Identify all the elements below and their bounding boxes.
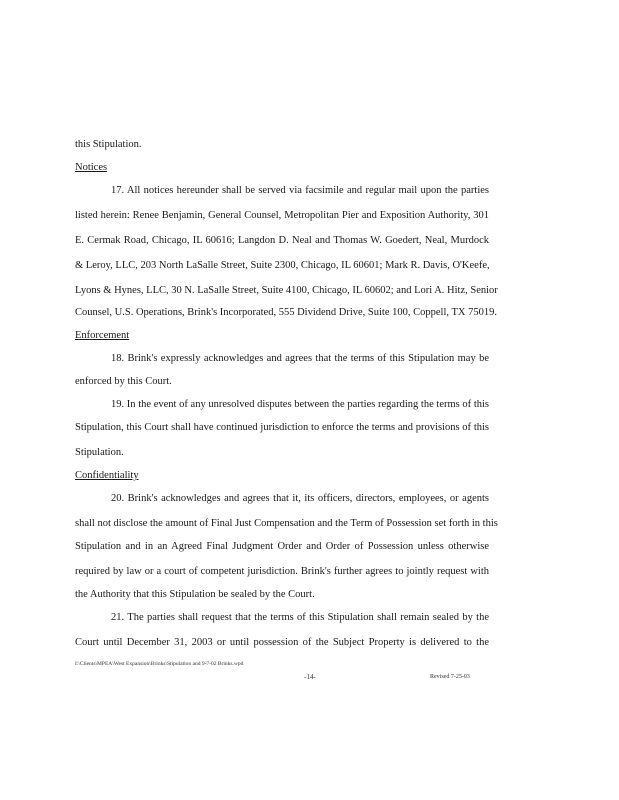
paragraph-17-line: Lyons & Hynes, LLC, 30 N. LaSalle Street, Suite 4100, Chicago, IL 60602; and Lori A. Hitz, Senior [75, 285, 498, 296]
paragraph-17-line: Counsel, U.S. Operations, Brink's Incorporated, 555 Dividend Drive, Suite 100, Coppell, TX 75019. [75, 307, 497, 318]
paragraph-20-line: the Authority that this Stipulation be sealed by the Court. [75, 589, 315, 600]
section-heading-confidentiality: Confidentiality [75, 470, 139, 481]
paragraph-20-line: Stipulation and in an Agreed Final Judgment Order and Order of Possession unless otherwise [75, 541, 489, 552]
paragraph-19-line: Stipulation. [75, 447, 124, 458]
paragraph-18-line: 18. Brink's expressly acknowledges and agrees that the terms of this Stipulation may be [111, 353, 489, 364]
paragraph-18-line: enforced by this Court. [75, 376, 172, 387]
text-line: this Stipulation. [75, 139, 142, 150]
paragraph-20-line: required by law or a court of competent jurisdiction. Brink's further agrees to jointly request with [75, 566, 489, 577]
revision-date: Revised 7-25-03 [430, 674, 470, 680]
paragraph-19-line: 19. In the event of any unresolved disputes between the parties regarding the terms of this [111, 399, 489, 410]
paragraph-19-line: Stipulation, this Court shall have continued jurisdiction to enforce the terms and provisions of this [75, 422, 489, 433]
paragraph-17-line: & Leroy, LLC, 203 North LaSalle Street, Suite 2300, Chicago, IL 60601; Mark R. Davis, O'Keefe, [75, 260, 490, 271]
paragraph-20-line: shall not disclose the amount of Final Just Compensation and the Term of Possession set forth in this [75, 518, 498, 529]
paragraph-17-line: E. Cermak Road, Chicago, IL 60616; Langdon D. Neal and Thomas W. Goedert, Neal, Murdock [75, 235, 489, 246]
paragraph-17-line: 17. All notices hereunder shall be served via facsimile and regular mail upon the parties [111, 185, 489, 196]
section-heading-notices: Notices [75, 162, 108, 173]
paragraph-17-line: listed herein: Renee Benjamin, General Counsel, Metropolitan Pier and Exposition Authority, 301 [75, 210, 489, 221]
paragraph-20-line: 20. Brink's acknowledges and agrees that it, its officers, directors, employees, or agents [111, 493, 489, 504]
paragraph-21-line: Court until December 31, 2003 or until possession of the Subject Property is delivered to the [75, 637, 489, 648]
paragraph-21-line: 21. The parties shall request that the terms of this Stipulation shall remain sealed by the [111, 612, 489, 623]
page-number: -14- [304, 673, 316, 681]
footer-file-path: I:\Clients\MPEA\West Expansion\Brinks\Stipulation and 9-7-02 Brinks.wpd [75, 661, 244, 667]
section-heading-enforcement: Enforcement [75, 330, 130, 341]
